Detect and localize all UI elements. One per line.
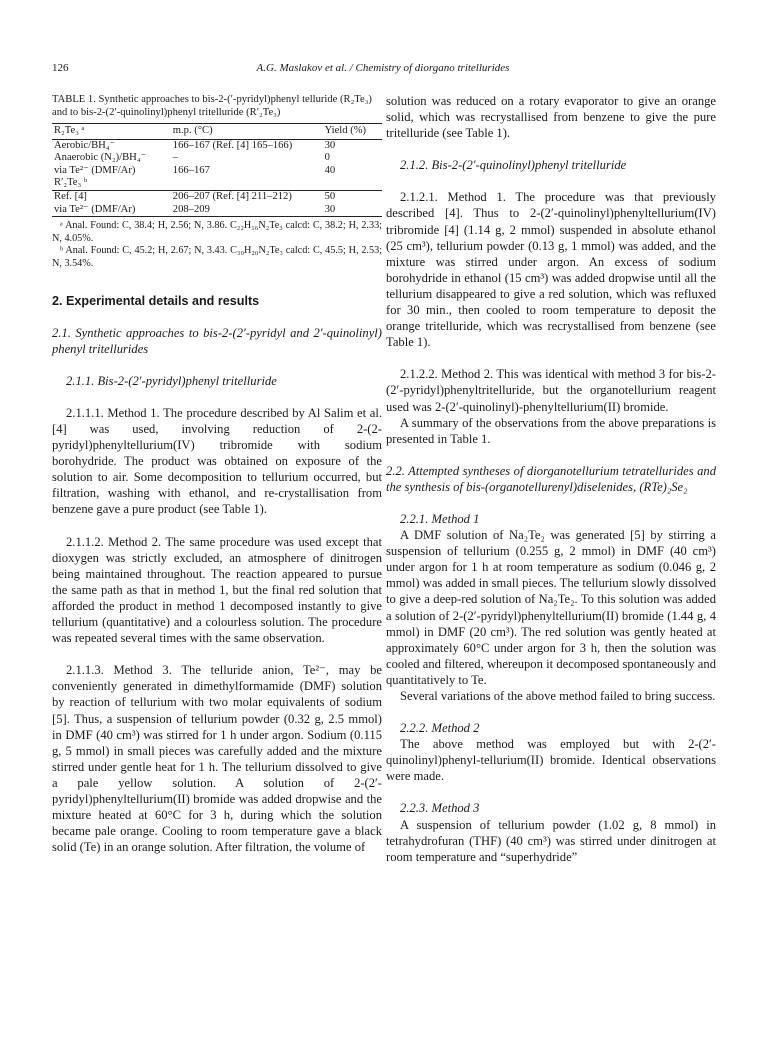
subsection-heading: 2.2.3. Method 3 bbox=[400, 801, 480, 816]
page-header bbox=[52, 62, 714, 78]
table-cell: 206–207 (Ref. [4] 211–212) bbox=[171, 190, 323, 203]
paragraph: Several variations of the above method failed to bring success. bbox=[400, 689, 716, 703]
table-cell: 208–209 bbox=[171, 204, 323, 217]
paragraph: 2.1.2.1. Method 1. The procedure was that previously described [4]. Thus to 2-(2′-quinolinyl)phenyltellurium(IV) tribromide [4] (1.14 g, 2 mmol) suspended in absolute ethanol (25 cm³), tellurium powder (0.13 g, 1 mmol) was added, and the mixture was stirred under argon. An excess of sodium borohydride in ethanol (15 cm³) was added dropwise until all the tellurium disappeared to give a red solution, which was refluxed for 30 min., then cooled to room temperature to deposit the orange tritelluride, which was recrystallised from benzene (see Table 1). bbox=[386, 190, 716, 350]
col-header-compound: R₂Te₃ ᵃ bbox=[52, 124, 171, 140]
subsection-heading: 2.1.2. Bis-2-(2′-quinolinyl)phenyl tritelluride bbox=[400, 158, 627, 173]
col-header-mp: m.p. (°C) bbox=[171, 124, 323, 140]
footnote-a: ᵃ Anal. Found: C, 38.4; H, 2.56; N, 3.86. C₂₂H₁₆N₂Te₃ calcd: C, 38.2; H, 2.33; N, 4.05%. bbox=[52, 220, 382, 244]
subsection-heading: 2.2.1. Method 1 bbox=[400, 511, 480, 526]
paragraph: A suspension of tellurium powder (1.02 g, 8 mmol) in tetrahydrofuran (THF) (40 cm³) was stirred under dinitrogen at room temperature and “superhydride” bbox=[386, 817, 716, 864]
table-row bbox=[52, 139, 382, 152]
subsection-heading: 2.2. Attempted syntheses of diorganotellurium tetratellurides and the synthesis of bis-(organotellurenyl)diselenides, (RTe)₂Se₂ bbox=[386, 463, 716, 494]
subsection-heading: 2.2.2. Method 2 bbox=[400, 721, 480, 736]
table-cell: 40 bbox=[324, 164, 336, 176]
col-header-yield: Yield (%) bbox=[323, 124, 382, 140]
table-cell: Aerobic/BH₄⁻ bbox=[54, 139, 116, 151]
running-title: A.G. Maslakov et al. / Chemistry of diorgano tritellurides bbox=[256, 62, 510, 74]
section-heading: 2. Experimental details and results bbox=[52, 293, 260, 308]
table-cell: 50 bbox=[323, 190, 382, 203]
footnote-b: ᵇ Anal. Found: C, 45.2; H, 2.67; N, 3.43. C₃₀H₂₀N₂Te₃ calcd: C, 45.5; H, 2.53; N, 3.54%. bbox=[52, 245, 382, 269]
paragraph: 2.1.1.2. Method 2. The same procedure was used except that dioxygen was strictly excluded, an atmosphere of dinitrogen being maintained throughout. The reaction appeared to pursue the same path as that in method 1, but the final red solution that afforded the product in method 1 decomposed instantly to give tellurium (quantitative) and a colourless solution. The procedure was repeated several times with the same observation. bbox=[52, 534, 382, 646]
table-cell: – bbox=[172, 152, 179, 164]
paragraph: 2.1.1.1. Method 1. The procedure described by Al Salim et al. [4] was used, involving reduction of 2-(2-pyridyl)phenyltellurium(IV) tribromide with sodium borohydride. The product was obtained on exposure of the solution to air. Some decomposition to tellurium occurred, but filtration, washing with ethanol, and re-crystallisation from benzene gave a pure product (see Table 1). bbox=[52, 405, 382, 517]
table-cell: via Te²⁻ (DMF/Ar) bbox=[54, 164, 136, 176]
table-row bbox=[52, 204, 382, 217]
paragraph: A summary of the observations from the above preparations is presented in Table 1. bbox=[386, 415, 716, 446]
subsection-heading: 2.1. Synthetic approaches to bis-2-(2′-pyridyl and 2′-quinolinyl) phenyl tritellurides bbox=[52, 325, 382, 356]
subsection-heading: 2.1.1. Bis-2-(2′-pyridyl)phenyl tritelluride bbox=[66, 373, 277, 388]
table-header-row bbox=[52, 124, 382, 140]
table-row bbox=[52, 177, 382, 190]
table-cell: R′₂Te₃ ᵇ bbox=[54, 177, 88, 189]
table-cell bbox=[171, 177, 323, 190]
table-row bbox=[52, 152, 382, 165]
table-cell bbox=[323, 177, 382, 190]
right-column bbox=[386, 93, 716, 865]
table-caption: TABLE 1. Synthetic approaches to bis-2-(′-pyridyl)phenyl telluride (R₂Te₃) and to bis-2-(2′-quinolinyl)phenyl tritelluride (R′₂Te₃) bbox=[52, 94, 372, 118]
table-row bbox=[52, 190, 382, 203]
table-1-grid bbox=[52, 123, 382, 217]
table-cell: 30 bbox=[324, 139, 336, 151]
table-cell: 166–167 (Ref. [4] 165–166) bbox=[172, 139, 293, 151]
page-number: 126 bbox=[52, 62, 69, 74]
table-footnotes bbox=[52, 220, 382, 270]
table-cell: via Te²⁻ (DMF/Ar) bbox=[52, 204, 171, 217]
table-cell: 30 bbox=[323, 204, 382, 217]
table-cell: Ref. [4] bbox=[52, 190, 171, 203]
paragraph: 2.1.2.2. Method 2. This was identical with method 3 for bis-2-(2′-pyridyl)phenyltritelluride, but the organotellurium reagent used was 2-(2′-quinolinyl)-phenyltellurium(II) bromide. bbox=[386, 367, 716, 414]
table-row bbox=[52, 165, 382, 178]
paragraph: The above method was employed but with 2-(2′-quinolinyl)phenyl-tellurium(II) bromide. Identical observations were made. bbox=[386, 737, 716, 784]
paragraph: A DMF solution of Na₂Te₂ was generated [5] by stirring a suspension of tellurium (0.255 g, 2 mmol) in DMF (40 cm³) under argon for 1 h at room temperature as sodium (0.046 g, 2 mmol) was added in small pieces. The tellurium slowly dissolved to give a deep-red solution of Na₂Te₂. To this solution was added a solution of 2-(2′-pyridyl)phenyltellurium(II) bromide (1.44 g, 4 mmol) in DMF (20 cm³). The red solution was gently heated at approximately 60°C under argon for 3 h, then the solution was cooled and filtered, whereupon it decomposed spontaneously and quantitatively to Te. bbox=[386, 528, 716, 687]
paragraph: 2.1.1.3. Method 3. The telluride anion, Te²⁻, may be conveniently generated in dimethylformamide (DMF) solution by reaction of tellurium with two molar equivalents of sodium [5]. Thus, a suspension of tellurium powder (0.32 g, 2.5 mmol) in DMF (40 cm³) was stirred for 1 h under argon. Sodium (0.115 g, 5 mmol) in small pieces was carefully added and the mixture stirred under gentle heat for 1 h. The tellurium dissolved to give a pale yellow solution. A solution of 2-(2′-pyridyl)phenyltellurium(II) bromide was added dropwise and the mixture heated at 60°C for 3 h, during which the solution became pale orange. Cooling to room temperature gave a black solid (Te) in an orange solution. After filtration, the volume of bbox=[52, 663, 382, 855]
table-cell: 0 bbox=[324, 152, 330, 164]
left-column bbox=[52, 93, 382, 855]
table-1 bbox=[52, 93, 382, 271]
table-cell: 166–167 bbox=[172, 164, 210, 176]
table-cell: Anaerobic (N₂)/BH₄⁻ bbox=[54, 152, 147, 164]
paragraph: solution was reduced on a rotary evaporator to give an orange solid, which was recrystallised from benzene to give the pure tritelluride (see Table 1). bbox=[386, 94, 716, 141]
